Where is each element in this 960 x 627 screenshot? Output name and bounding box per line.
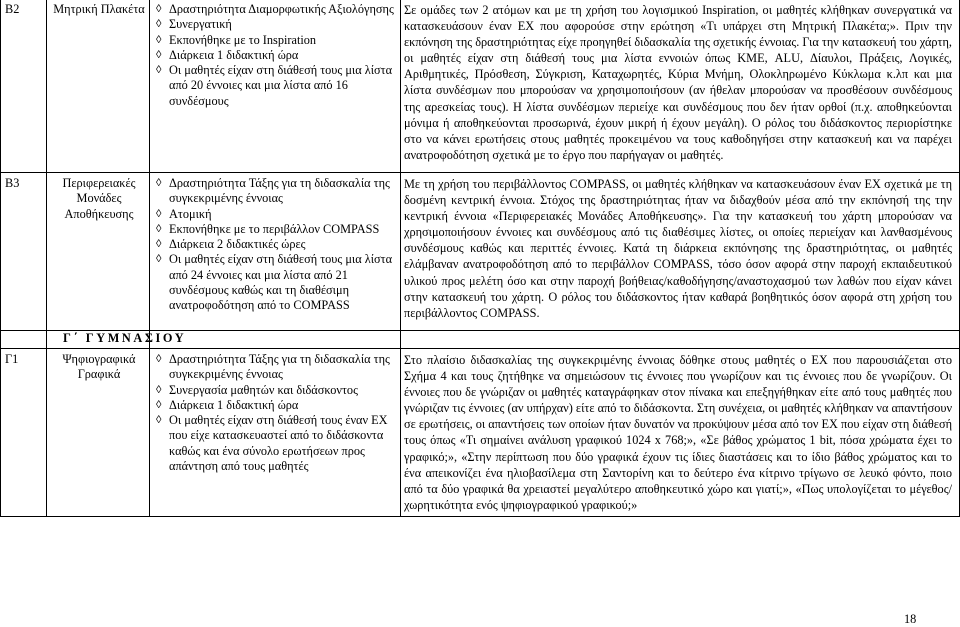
list-item: ◊ Οι μαθητές είχαν στη διάθεσή τους μια λίστα από 20 έννοιες και μια λίστα από 16 συνδέσμους [156, 63, 396, 109]
row-divider-3 [0, 348, 960, 349]
row-code: B3 [5, 176, 20, 190]
list-item: ◊ Ατομική [156, 207, 396, 222]
list-item: ◊ Δραστηριότητα Διαμορφωτικής Αξιολόγησης [156, 2, 396, 17]
list-item: ◊ Δραστηριότητα Τάξης για τη διδασκαλία της συγκεκριμένης έννοιας [156, 352, 396, 383]
list-item: ◊ Εκπονήθηκε με το περιβάλλον COMPASS [156, 222, 396, 237]
list-item: ◊ Συνεργασία μαθητών και διδάσκοντος [156, 383, 396, 398]
section-header: Γ΄ ΓΥΜΝΑΣΙΟΥ [63, 331, 187, 345]
column-divider-2 [149, 0, 150, 517]
row-description: Στο πλαίσιο διδασκαλίας της συγκεκριμένης έννοιας δόθηκε στους μαθητές ο ΕΧ που παρουσιάζεται στο Σχήμα 4 και τους ζητήθηκε να σημειώσουν τις έννοιες που γνωρίζουν και τις έννοιες που δε γνωρίζουν. Οι έννοιες που δε γνώριζαν οι μαθητές καταγράφηκαν στον πίνακα και επεξηγήθηκαν είτε από τους μαθητές που γνώριζαν τις έννοιες (αν υπήρχαν) είτε από το διδάσκοντα. Στη συνέχεια, οι μαθητές κλήθηκαν να απαντήσουν σε ερωτήσεις, οι απαντήσεις των οποίων ήταν δυνατόν να προκύψουν μέσα από τον ΕΧ που είχαν στη διάθεσή τους όπως «Τι σημαίνει ανάλυση γραφικού 1024 x 768;», «Σε βάθος χρώματος 1 bit, πόσα χρώματα έχει το γραφικό;», «Στην περίπτωση που δύο γραφικά έχουν τις ίδιες διαστάσεις και το ίδιο βάθος χρώματος και το ένα απεικονίζει ένα ηλιοβασίλεμα στη Σαντορίνη και το δεύτερο ένα κίτρινο τρίγωνο σε λευκό φόντο, ποιο από τα δύο γραφικά θα χρειαστεί μεγαλύτερο αποθηκευτικό χώρο και γιατί;», «Πως υπολογίζεται το μέγεθος/χωρητικότητα ενός ψηφιογραφικού γραφικού;» [404, 353, 953, 512]
row-bullet-list [156, 352, 396, 474]
row-description: Με τη χρήση του περιβάλλοντος COMPASS, οι μαθητές κλήθηκαν να κατασκευάσουν έναν ΕΧ σχετικά με τη δοσμένη κεντρική έννοια. Στόχος της δραστηριότητας ήταν να διδαχθούν μέσα από την εκπόνησή της την κεντρική έννοια «Περιφερειακές Μονάδες Αποθήκευσης». Για την κατασκευή του χάρτη μπορούσαν να χρησιμοποιήσουν έννοιες και συνδέσμους από τις διαθέσιμες λίστες, οι οποίες περιείχαν και λανθασμένους συνδέσμους καθώς και περιττές έννοιες. Κατά τη διάρκεια εκπόνησης της δραστηριότητας, οι μαθητές ελάμβαναν ανατροφοδότηση από το περιβάλλον COMPASS, τόσο όσον αφορά στην παροχή εκπαιδευτικού υλικού προς μελέτη όσο και στην παροχή βοήθειας/καθοδήγησης/αναστοχασμού των λαθών που είχαν κάνει στην κατασκευή του χάρτη. Ο ρόλος του διδάσκοντος ήταν καθαρά βοηθητικός όσον αφορά στη χρήση του περιβάλλοντος COMPASS. [404, 177, 952, 320]
list-item: ◊ Διάρκεια 2 διδακτικές ώρες [156, 237, 396, 252]
list-item: ◊ Δραστηριότητα Τάξης για τη διδασκαλία της συγκεκριμένης έννοιας [156, 176, 396, 207]
list-item: ◊ Διάρκεια 1 διδακτική ώρα [156, 398, 396, 413]
row-description: Σε ομάδες των 2 ατόμων και με τη χρήση του λογισμικού Inspiration, οι μαθητές κλήθηκαν συνεργατικά να κατασκευάσουν έναν ΕΧ που αφορούσε στην ερώτηση «Τι υπάρχει στη Μητρική Πλακέτα;». Πριν την εκπόνηση της δραστηριότητας είχε προηγηθεί διδασκαλία της σχετικής έννοιας. Για την κατασκευή του χάρτη, οι μαθητές είχαν στη διάθεσή τους μια λίστα εννοιών όπως ΚΜΕ, ALU, Δίαυλοι, Πράξεις, Λογικές, Αριθμητικές, Πρόσθεση, Σύγκριση, Καταχωρητές, Κύρια Μνήμη, Ολοκληρωμένο Κύκλωμα κ.λπ και μια λίστα συνδέσμων που μπορούσαν να χρησιμοποιήσουν (αν ήθελαν μπορούσαν να προσθέσουν συνδέσμους της αρεσκείας τους). Η λίστα συνδέσμων περιείχε και συνδέσμους που δεν ήταν ορθοί (π.χ. αποθηκεύονται μόνιμα ή αποθηκεύονται προσωρινά, έχουν μικρή ή έχουν μεγάλη). Ο ρόλος του διδάσκοντος περιορίστηκε στο να κάνει ερωτήσεις στους μαθητές προκειμένου να τους καθοδηγήσει στην κατασκευή και να παρέχει ανατροφοδότηση σχετικά με το έργο που παρήγαγαν οι μαθητές. [404, 3, 952, 162]
column-divider-3 [400, 0, 401, 517]
table-border-left [0, 0, 1, 517]
column-divider-1 [46, 0, 47, 517]
row-code: B2 [5, 2, 20, 16]
row-title: Μητρική Πλακέτα [53, 2, 145, 16]
list-item: ◊ Οι μαθητές είχαν στη διάθεσή τους έναν ΕΧ που είχε κατασκευαστεί από το διδάσκοντα καθώς και ένα σύνολο ερωτήσεων προς απάντηση από τους μαθητές [156, 413, 396, 474]
table-border-bottom [0, 516, 960, 517]
list-item: ◊ Διάρκεια 1 διδακτική ώρα [156, 48, 396, 63]
list-item: ◊ Εκπονήθηκε με το Inspiration [156, 33, 396, 48]
row-code: Γ1 [5, 352, 19, 366]
row-title: Ψηφιογραφικά Γραφικά [62, 352, 136, 382]
page-number: 18 [904, 612, 917, 626]
list-item: ◊ Συνεργατική [156, 17, 396, 32]
row-divider-1 [0, 172, 960, 173]
row-bullet-list [156, 2, 396, 109]
row-title: Περιφερειακές Μονάδες Αποθήκευσης [62, 176, 136, 221]
list-item: ◊ Οι μαθητές είχαν στη διάθεσή τους μια λίστα από 24 έννοιες και μια λίστα από 21 συνδέσμους καθώς και τη διαθέσιμη ανατροφοδότηση από το COMPASS [156, 252, 396, 313]
row-bullet-list [156, 176, 396, 314]
